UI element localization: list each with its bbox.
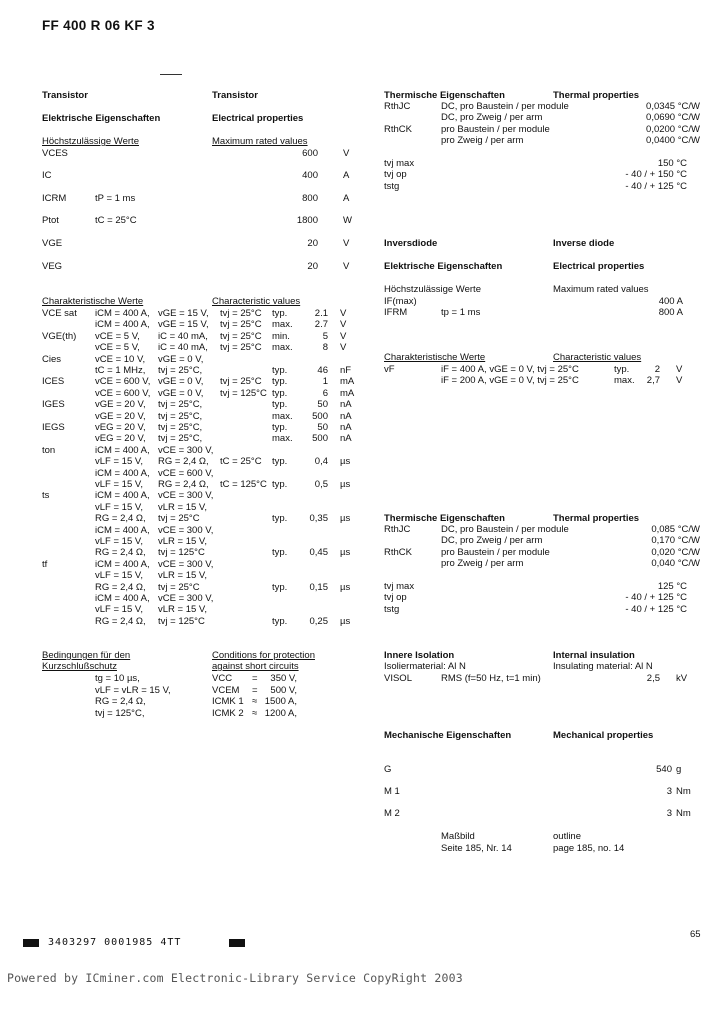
short-circuit-en-1: Conditions for protection bbox=[212, 650, 315, 661]
max-value: 600 bbox=[302, 148, 318, 159]
max-value: 400 bbox=[302, 170, 318, 181]
char-cond-2: tvj = 25°C, bbox=[158, 433, 203, 445]
thermal-description: DC, pro Zweig / per arm bbox=[441, 535, 543, 547]
temp-value: - 40 / + 125 °C bbox=[625, 592, 687, 604]
inv-max-symbol: IF(max) bbox=[384, 296, 417, 307]
char-cond-1: iCM = 400 A, bbox=[95, 490, 150, 502]
thermal-value: 0,040 °C/W bbox=[651, 558, 700, 570]
inv-max-condition: tp = 1 ms bbox=[441, 307, 481, 319]
short-symbol: ICMK 2 bbox=[212, 708, 244, 719]
char-value: 0,4 bbox=[314, 456, 328, 468]
char-unit: V bbox=[340, 330, 347, 342]
char-cond-1: vLF = 15 V, bbox=[95, 456, 143, 468]
char-type: typ. bbox=[272, 399, 288, 411]
char-unit: nF bbox=[340, 365, 352, 376]
char-cond-1: iCM = 400 A, bbox=[95, 558, 150, 570]
char-type: typ. bbox=[272, 365, 288, 376]
transistor-label-de: Transistor bbox=[42, 90, 88, 101]
char-type: max. bbox=[272, 410, 293, 422]
max-symbol: VEG bbox=[42, 261, 63, 272]
char-cond-3: tvj = 25°C bbox=[220, 376, 262, 388]
inv-char-type: typ. bbox=[614, 364, 630, 375]
char-cond-2: tvj = 25°C, bbox=[158, 422, 203, 433]
outline-en-2: page 185, no. 14 bbox=[553, 843, 625, 854]
char-cond-1: vLF = 15 V, bbox=[95, 570, 143, 582]
char-value: 0,35 bbox=[309, 513, 328, 525]
char-value: 50 bbox=[317, 422, 328, 433]
short-circuit-de-2: Kurzschlußschutz bbox=[42, 661, 117, 672]
char-cond-2: tvj = 125°C bbox=[158, 615, 205, 627]
elec-props-en: Electrical properties bbox=[212, 113, 304, 124]
short-value: 1500 A, bbox=[264, 696, 297, 707]
thermal-symbol: RthCK bbox=[384, 123, 412, 135]
thermal-description: DC, pro Baustein / per module bbox=[441, 524, 569, 535]
char-cond-2: vGE = 0 V, bbox=[158, 353, 204, 365]
thermal-value: 0,085 °C/W bbox=[651, 524, 700, 535]
transistor-label-en: Transistor bbox=[212, 90, 258, 101]
max-unit: V bbox=[343, 148, 350, 159]
inverse-diode-de: Inversdiode bbox=[384, 238, 438, 249]
mech-symbol: G bbox=[384, 764, 392, 775]
char-cond-2: iC = 40 mA, bbox=[158, 342, 208, 354]
inv-char-condition: iF = 400 A, vGE = 0 V, tvj = 25°C bbox=[441, 364, 579, 375]
char-unit: µs bbox=[340, 513, 351, 525]
short-circuit-de-1: Bedingungen für den bbox=[42, 650, 131, 661]
char-cond-2: vCE = 600 V, bbox=[158, 467, 214, 479]
mech-unit: g bbox=[676, 764, 682, 775]
inverse-diode-en: Inverse diode bbox=[553, 238, 615, 249]
inv-char-value: 2 bbox=[654, 364, 660, 375]
insulation-unit: kV bbox=[676, 673, 688, 684]
mech-value: 3 bbox=[666, 808, 672, 819]
char-unit: V bbox=[340, 308, 347, 319]
char-cond-2: vGE = 15 V, bbox=[158, 319, 209, 331]
thermal-value: 0,0345 °C/W bbox=[646, 101, 700, 112]
mech-symbol: M 2 bbox=[384, 808, 400, 819]
char-cond-2: RG = 2,4 Ω, bbox=[158, 479, 209, 490]
thermal-description: DC, pro Baustein / per module bbox=[441, 101, 569, 112]
char-cond-1: vLF = 15 V, bbox=[95, 479, 143, 490]
char-cond-3: tC = 125°C bbox=[220, 479, 267, 490]
char-cond-2: vCE = 300 V, bbox=[158, 524, 214, 536]
insulation-value: 2,5 bbox=[646, 673, 660, 684]
char-value: 1 bbox=[322, 376, 328, 388]
char-cond-2: vCE = 300 V, bbox=[158, 558, 214, 570]
char-value: 2.7 bbox=[314, 319, 328, 331]
max-rated-en: Maximum rated values bbox=[212, 136, 308, 147]
char-symbol: ton bbox=[42, 444, 56, 456]
outline-en-1: outline bbox=[553, 831, 581, 842]
mech-title-de: Mechanische Eigenschaften bbox=[384, 730, 512, 741]
inv-char-de: Charakteristische Werte bbox=[384, 352, 486, 363]
mech-symbol: M 1 bbox=[384, 786, 400, 797]
footer-copyright: Powered by ICminer.com Electronic-Library Service CopyRight 2003 bbox=[7, 971, 463, 985]
barcode-text: 3403297 0001985 4TT bbox=[48, 937, 182, 948]
char-unit: nA bbox=[340, 399, 352, 411]
thermal2-title-de: Thermische Eigenschaften bbox=[384, 513, 505, 524]
char-cond-3: tC = 25°C bbox=[220, 456, 262, 468]
thermal-value: 0,170 °C/W bbox=[651, 535, 700, 547]
temp-symbol: tvj op bbox=[384, 169, 407, 181]
max-rated-de: Höchstzulässige Werte bbox=[42, 136, 139, 147]
mech-value: 3 bbox=[666, 786, 672, 797]
temp-symbol: tvj max bbox=[384, 581, 415, 592]
char-cond-1: vLF = 15 V, bbox=[95, 604, 143, 616]
char-cond-2: vGE = 15 V, bbox=[158, 308, 209, 319]
inv-max-de: Höchstzulässige Werte bbox=[384, 284, 481, 295]
char-type: typ. bbox=[272, 387, 288, 399]
char-unit: V bbox=[340, 342, 347, 354]
insulation-material-en: Insulating material: Al N bbox=[553, 661, 653, 672]
short-operator: ≈ bbox=[252, 696, 258, 707]
temp-symbol: tvj op bbox=[384, 592, 407, 604]
max-value: 800 bbox=[302, 193, 318, 204]
temp-value: - 40 / + 125 °C bbox=[625, 603, 687, 615]
short-value: 350 V, bbox=[270, 673, 297, 684]
thermal-symbol: RthJC bbox=[384, 101, 411, 112]
char-cond-2: vGE = 0 V, bbox=[158, 387, 204, 399]
char-cond-1: vGE = 20 V, bbox=[95, 399, 146, 411]
temp-symbol: tstg bbox=[384, 603, 400, 615]
char-value: 0,25 bbox=[309, 615, 328, 627]
char-type: max. bbox=[272, 342, 293, 354]
short-condition: tg = 10 µs, bbox=[95, 673, 140, 684]
char-symbol: IEGS bbox=[42, 422, 65, 433]
char-cond-3: tvj = 25°C bbox=[220, 342, 262, 354]
thermal-value: 0,0690 °C/W bbox=[646, 112, 700, 124]
char-type: typ. bbox=[272, 547, 288, 559]
char-type: min. bbox=[272, 330, 290, 342]
max-unit: W bbox=[343, 215, 352, 226]
char-value: 500 bbox=[312, 433, 328, 445]
char-symbol: VCE sat bbox=[42, 308, 77, 319]
char-cond-2: iC = 40 mA, bbox=[158, 330, 208, 342]
char-cond-1: vEG = 20 V, bbox=[95, 422, 146, 433]
char-type: typ. bbox=[272, 456, 288, 468]
char-value: 2.1 bbox=[314, 308, 328, 319]
char-cond-2: tvj = 25°C, bbox=[158, 365, 203, 376]
short-symbol: ICMK 1 bbox=[212, 696, 244, 707]
max-unit: A bbox=[343, 170, 350, 181]
thermal2-title-en: Thermal properties bbox=[553, 513, 640, 524]
short-condition: tvj = 125°C, bbox=[95, 708, 145, 719]
char-unit: µs bbox=[340, 456, 351, 468]
char-cond-1: vCE = 10 V, bbox=[95, 353, 146, 365]
char-cond-3: tvj = 125°C bbox=[220, 387, 267, 399]
char-value: 6 bbox=[322, 387, 328, 399]
insulation-condition: RMS (f=50 Hz, t=1 min) bbox=[441, 673, 541, 684]
char-symbol: Cies bbox=[42, 353, 62, 365]
insulation-symbol: VISOL bbox=[384, 673, 412, 684]
char-cond-2: tvj = 125°C bbox=[158, 547, 205, 559]
insulation-material-de: Isoliermaterial: Al N bbox=[384, 661, 466, 672]
thermal-description: pro Zweig / per arm bbox=[441, 135, 524, 147]
char-cond-1: vLF = 15 V, bbox=[95, 501, 143, 513]
char-type: typ. bbox=[272, 308, 288, 319]
inv-elec-de: Elektrische Eigenschaften bbox=[384, 261, 503, 272]
char-cond-1: vCE = 5 V, bbox=[95, 342, 140, 354]
max-value: 20 bbox=[307, 261, 318, 272]
max-symbol: Ptot bbox=[42, 215, 59, 226]
char-values-en: Characteristic values bbox=[212, 296, 301, 307]
char-values-de: Charakteristische Werte bbox=[42, 296, 144, 307]
inv-max-symbol: IFRM bbox=[384, 307, 408, 319]
char-type: max. bbox=[272, 319, 293, 331]
char-value: 0,15 bbox=[309, 581, 328, 593]
insulation-title-de: Innere Isolation bbox=[384, 650, 455, 661]
char-symbol: VGE(th) bbox=[42, 330, 77, 342]
thermal1-title-en: Thermal properties bbox=[553, 90, 640, 101]
char-unit: nA bbox=[340, 422, 352, 433]
mech-unit: Nm bbox=[676, 808, 691, 819]
char-cond-2: vLR = 15 V, bbox=[158, 570, 208, 582]
thermal-value: 0,0400 °C/W bbox=[646, 135, 700, 147]
inv-max-value: 800 A bbox=[658, 307, 683, 319]
short-symbol: VCEM bbox=[212, 685, 240, 696]
char-type: typ. bbox=[272, 479, 288, 490]
mech-unit: Nm bbox=[676, 786, 691, 797]
char-type: max. bbox=[272, 433, 293, 445]
inv-char-condition: iF = 200 A, vGE = 0 V, tvj = 25°C bbox=[441, 375, 579, 387]
inv-char-type: max. bbox=[614, 375, 635, 387]
char-cond-2: RG = 2,4 Ω, bbox=[158, 456, 209, 468]
char-symbol: IGES bbox=[42, 399, 65, 411]
char-cond-3: tvj = 25°C bbox=[220, 319, 262, 331]
char-cond-1: RG = 2,4 Ω, bbox=[95, 547, 146, 559]
max-symbol: IC bbox=[42, 170, 52, 181]
temp-value: 150 °C bbox=[657, 158, 687, 169]
char-cond-2: vLR = 15 V, bbox=[158, 536, 208, 547]
char-cond-1: iCM = 400 A, bbox=[95, 319, 150, 331]
char-type: typ. bbox=[272, 422, 288, 433]
char-type: typ. bbox=[272, 513, 288, 525]
short-operator: = bbox=[252, 685, 258, 696]
mech-title-en: Mechanical properties bbox=[553, 730, 654, 741]
temp-value: - 40 / + 150 °C bbox=[625, 169, 687, 181]
max-value: 20 bbox=[307, 238, 318, 249]
char-value: 0,45 bbox=[309, 547, 328, 559]
temp-symbol: tvj max bbox=[384, 158, 415, 169]
char-cond-1: tC = 1 MHz, bbox=[95, 365, 146, 376]
inv-char-symbol: vF bbox=[384, 364, 395, 375]
char-cond-2: vLR = 15 V, bbox=[158, 501, 208, 513]
short-value: 500 V, bbox=[270, 685, 297, 696]
thermal-value: 0,0200 °C/W bbox=[646, 123, 700, 135]
inv-char-unit: V bbox=[676, 375, 683, 387]
max-unit: V bbox=[343, 238, 350, 249]
char-cond-2: vGE = 0 V, bbox=[158, 376, 204, 388]
char-symbol: tf bbox=[42, 558, 48, 570]
char-unit: µs bbox=[340, 581, 351, 593]
char-value: 8 bbox=[322, 342, 328, 354]
insulation-title-en: Internal insulation bbox=[553, 650, 635, 661]
barcode-block-right bbox=[229, 939, 245, 947]
char-cond-1: vCE = 5 V, bbox=[95, 330, 140, 342]
inv-max-value: 400 A bbox=[658, 296, 683, 307]
char-unit: nA bbox=[340, 410, 352, 422]
char-symbol: ICES bbox=[42, 376, 65, 388]
char-unit: nA bbox=[340, 433, 352, 445]
header-rule bbox=[160, 74, 182, 75]
max-symbol: ICRM bbox=[42, 193, 67, 204]
thermal-description: pro Zweig / per arm bbox=[441, 558, 524, 570]
char-cond-1: vEG = 20 V, bbox=[95, 433, 146, 445]
char-unit: mA bbox=[340, 376, 355, 388]
char-symbol: ts bbox=[42, 490, 50, 502]
thermal-symbol: RthCK bbox=[384, 546, 412, 558]
short-condition: vLF = vLR = 15 V, bbox=[95, 685, 171, 696]
page-number: 65 bbox=[690, 929, 701, 940]
max-unit: V bbox=[343, 261, 350, 272]
char-cond-1: vGE = 20 V, bbox=[95, 410, 146, 422]
inv-elec-en: Electrical properties bbox=[553, 261, 645, 272]
thermal-description: DC, pro Zweig / per arm bbox=[441, 112, 543, 124]
mech-value: 540 bbox=[656, 764, 672, 775]
outline-de-1: Maßbild bbox=[441, 831, 475, 842]
max-symbol: VCES bbox=[42, 148, 68, 159]
thermal-symbol: RthJC bbox=[384, 524, 411, 535]
max-condition: tP = 1 ms bbox=[95, 193, 136, 204]
char-unit: mA bbox=[340, 387, 355, 399]
char-cond-2: vLR = 15 V, bbox=[158, 604, 208, 616]
temp-value: - 40 / + 125 °C bbox=[625, 180, 687, 192]
char-cond-1: RG = 2,4 Ω, bbox=[95, 581, 146, 593]
thermal1-title-de: Thermische Eigenschaften bbox=[384, 90, 505, 101]
char-cond-1: vCE = 600 V, bbox=[95, 387, 151, 399]
char-cond-1: iCM = 400 A, bbox=[95, 444, 150, 456]
char-cond-2: vCE = 300 V, bbox=[158, 593, 214, 604]
char-cond-1: iCM = 400 A, bbox=[95, 308, 150, 319]
char-value: 500 bbox=[312, 410, 328, 422]
char-cond-2: vCE = 300 V, bbox=[158, 444, 214, 456]
short-value: 1200 A, bbox=[264, 708, 297, 719]
short-symbol: VCC bbox=[212, 673, 233, 684]
char-type: typ. bbox=[272, 615, 288, 627]
char-cond-2: tvj = 25°C bbox=[158, 513, 200, 525]
thermal-description: pro Baustein / per module bbox=[441, 123, 550, 135]
short-operator: ≈ bbox=[252, 708, 258, 719]
max-symbol: VGE bbox=[42, 238, 63, 249]
barcode-block-left bbox=[23, 939, 39, 947]
max-unit: A bbox=[343, 193, 350, 204]
char-cond-1: vCE = 600 V, bbox=[95, 376, 151, 388]
char-cond-2: vCE = 300 V, bbox=[158, 490, 214, 502]
inv-max-en: Maximum rated values bbox=[553, 284, 649, 295]
char-value: 50 bbox=[317, 399, 328, 411]
char-type: typ. bbox=[272, 376, 288, 388]
char-value: 46 bbox=[317, 365, 328, 376]
short-condition: RG = 2,4 Ω, bbox=[95, 696, 146, 707]
short-operator: = bbox=[252, 673, 258, 684]
char-cond-1: iCM = 400 A, bbox=[95, 524, 150, 536]
short-circuit-en-2: against short circuits bbox=[212, 661, 299, 672]
char-cond-3: tvj = 25°C bbox=[220, 330, 262, 342]
char-unit: V bbox=[340, 319, 347, 331]
char-cond-1: vLF = 15 V, bbox=[95, 536, 143, 547]
char-value: 5 bbox=[322, 330, 328, 342]
thermal-description: pro Baustein / per module bbox=[441, 546, 550, 558]
char-cond-2: tvj = 25°C, bbox=[158, 399, 203, 411]
temp-symbol: tstg bbox=[384, 180, 400, 192]
char-value: 0,5 bbox=[314, 479, 328, 490]
char-unit: µs bbox=[340, 479, 351, 490]
thermal-value: 0,020 °C/W bbox=[651, 546, 700, 558]
char-unit: µs bbox=[340, 615, 351, 627]
page-title: FF 400 R 06 KF 3 bbox=[42, 18, 155, 33]
char-cond-1: iCM = 400 A, bbox=[95, 467, 150, 479]
char-cond-1: RG = 2,4 Ω, bbox=[95, 513, 146, 525]
char-cond-1: iCM = 400 A, bbox=[95, 593, 150, 604]
char-cond-3: tvj = 25°C bbox=[220, 308, 262, 319]
inv-char-value: 2,7 bbox=[646, 375, 660, 387]
elec-props-de: Elektrische Eigenschaften bbox=[42, 113, 161, 124]
max-value: 1800 bbox=[296, 215, 318, 226]
inv-char-en: Characteristic values bbox=[553, 352, 642, 363]
char-cond-2: tvj = 25°C, bbox=[158, 410, 203, 422]
char-cond-1: RG = 2,4 Ω, bbox=[95, 615, 146, 627]
char-unit: µs bbox=[340, 547, 351, 559]
char-type: typ. bbox=[272, 581, 288, 593]
char-cond-2: tvj = 25°C bbox=[158, 581, 200, 593]
temp-value: 125 °C bbox=[657, 581, 687, 592]
max-condition: tC = 25°C bbox=[95, 215, 137, 226]
outline-de-2: Seite 185, Nr. 14 bbox=[441, 843, 512, 854]
inv-char-unit: V bbox=[676, 364, 683, 375]
